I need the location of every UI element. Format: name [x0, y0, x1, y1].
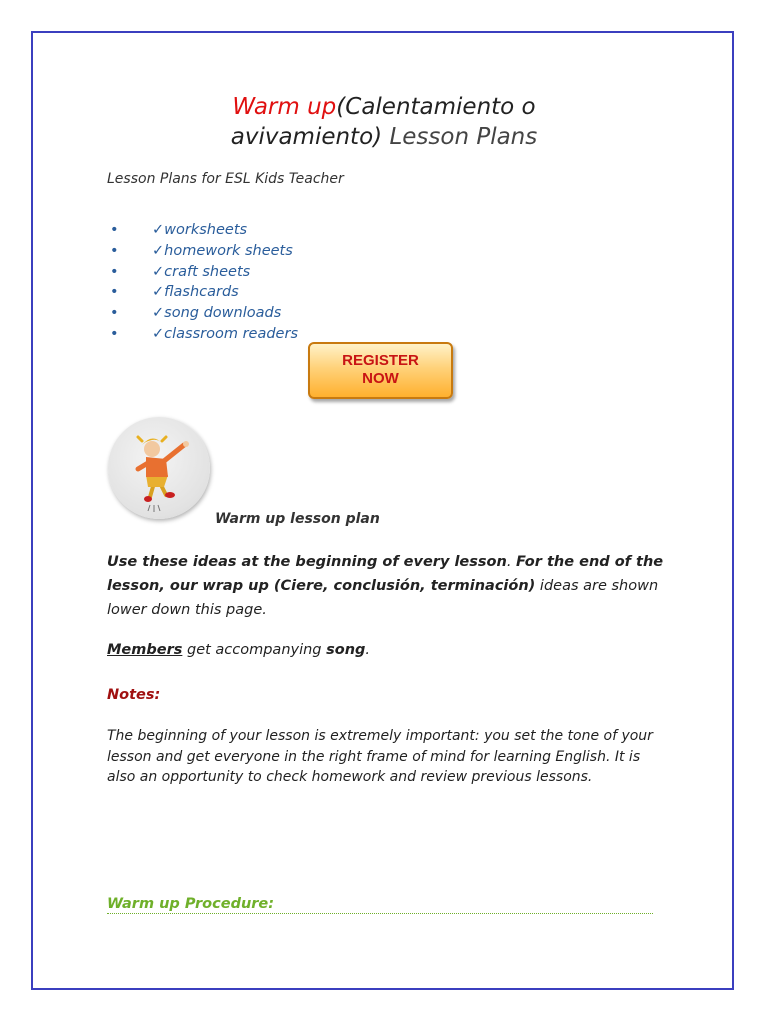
check-icon: ✓ [152, 242, 165, 259]
feature-item [110, 220, 298, 241]
lesson-plan-label: Warm up lesson plan [215, 511, 380, 527]
notes-body: The beginning of your lesson is extremely important: you set the tone of your lesson and get everyone in the right frame of mind for learning English. It is also an opportunity to check homework and review previous lessons. [107, 728, 653, 785]
subtitle: Lesson Plans for ESL Kids Teacher [107, 171, 344, 187]
page-title [0, 92, 768, 152]
title-warm-up: Warm up [232, 94, 337, 120]
feature-item [110, 241, 298, 262]
intro-bold-2: For the end of the lesson, our wrap up (Ciere, conclusión, terminación) [107, 554, 664, 594]
bullet-icon: • [110, 222, 119, 238]
members-line [107, 642, 370, 658]
members-end: . [365, 642, 371, 658]
feature-label[interactable]: flashcards [164, 284, 239, 301]
members-song: song [326, 642, 366, 658]
feature-item [110, 282, 298, 303]
feature-label[interactable]: classroom readers [164, 325, 298, 342]
members-text: get accompanying [182, 642, 327, 658]
bullet-icon: • [110, 305, 119, 322]
register-line-2: NOW [362, 370, 399, 387]
feature-item [110, 303, 298, 324]
bullet-icon: • [110, 242, 119, 259]
bullet-icon: • [110, 284, 119, 301]
intro-paragraph [107, 550, 677, 622]
members-link[interactable]: Members [107, 642, 183, 658]
check-icon: ✓ [152, 263, 165, 280]
check-icon: ✓ [152, 222, 165, 238]
feature-label[interactable]: worksheets [164, 222, 248, 238]
feature-label[interactable]: homework sheets [164, 242, 293, 259]
title-calentamiento: (Calentamiento o [336, 94, 536, 120]
feature-item [110, 262, 298, 283]
register-now-button[interactable] [308, 342, 453, 399]
check-icon: ✓ [152, 305, 165, 322]
procedure-heading: Warm up Procedure: [107, 895, 653, 914]
title-lesson-plans: Lesson Plans [389, 124, 538, 150]
feature-label[interactable]: craft sheets [164, 263, 251, 280]
bullet-icon: • [110, 263, 119, 280]
feature-list [110, 220, 298, 345]
intro-text-1: . [506, 554, 517, 570]
register-line-1: REGISTER [342, 352, 419, 369]
feature-label[interactable]: song downloads [164, 305, 282, 322]
title-avivamiento: avivamiento) [230, 124, 383, 150]
notes-heading: Notes: [107, 687, 161, 703]
intro-text-2: ideas are shown lower down this page. [107, 578, 659, 618]
intro-bold-1: Use these ideas at the beginning of every lesson [107, 554, 507, 570]
check-icon: ✓ [152, 284, 165, 301]
check-icon: ✓ [152, 325, 165, 342]
bullet-icon: • [110, 325, 119, 342]
feature-item [110, 324, 298, 345]
jumping-kid-icon [108, 417, 210, 519]
